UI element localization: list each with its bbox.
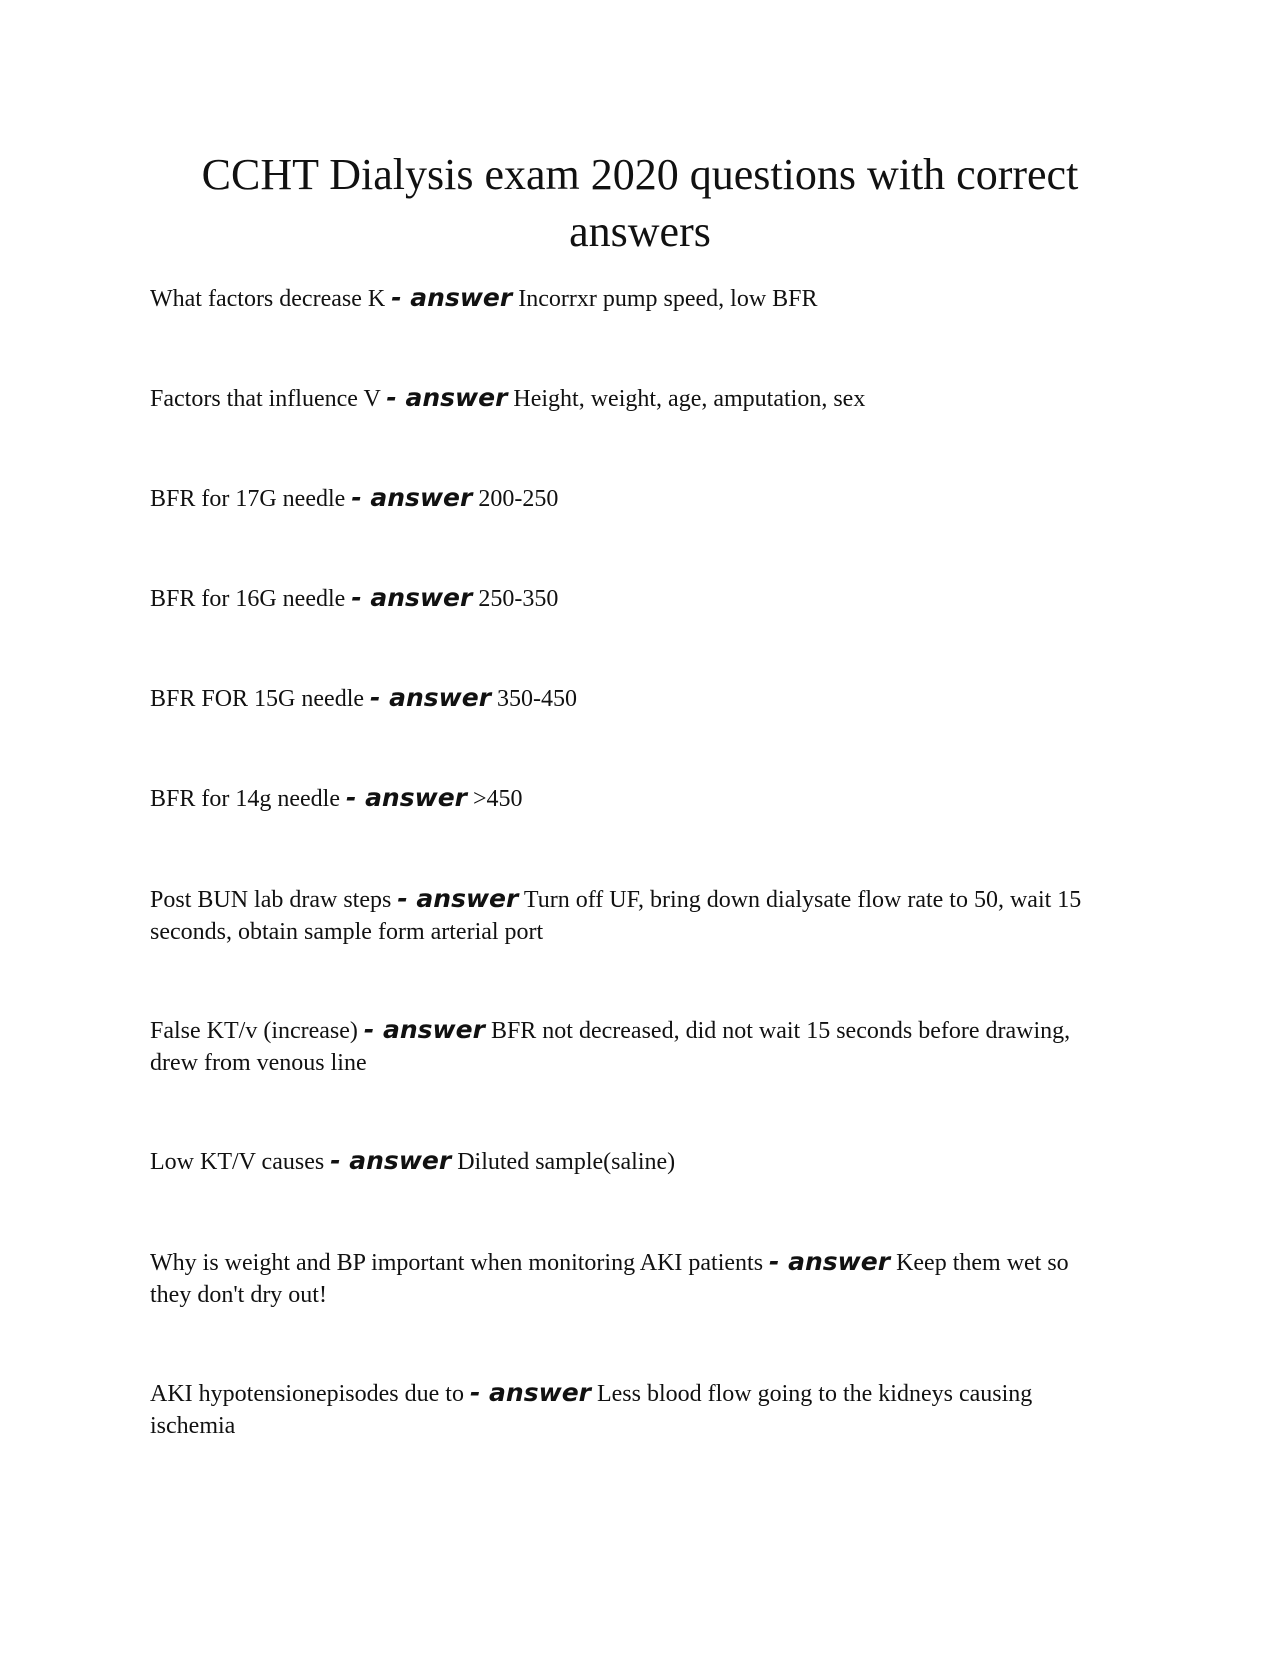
qa-item	[150, 1145, 1110, 1178]
qa-item	[150, 1246, 1110, 1311]
qa-item	[150, 282, 1110, 315]
answer-label: - answer	[469, 1378, 591, 1407]
answer-text: 200-250	[478, 486, 559, 512]
question-text: False KT/v (increase)	[150, 1018, 358, 1044]
answer-text: BFR not decreased, did not wait 15 seconds before drawing, drew from venous line	[150, 1018, 1071, 1076]
question-text: Why is weight and BP important when monitoring AKI patients	[150, 1250, 764, 1276]
qa-item	[150, 782, 1110, 815]
answer-text: Turn off UF, bring down dialysate flow rate to 50, wait 15 seconds, obtain sample form arterial port	[150, 887, 1082, 945]
qa-item	[150, 582, 1110, 615]
qa-item	[150, 1377, 1110, 1442]
question-text: What factors decrease K	[150, 286, 386, 312]
answer-label: - answer	[370, 683, 492, 712]
qa-item	[150, 382, 1110, 415]
answer-text: Keep them wet so they don't dry out!	[150, 1250, 1069, 1308]
answer-label: - answer	[397, 884, 519, 913]
answer-label: - answer	[351, 483, 473, 512]
answer-text: >450	[473, 786, 523, 812]
answer-text: Incorrxr pump speed, low BFR	[518, 286, 818, 312]
answer-label: - answer	[363, 1015, 485, 1044]
answer-text: Diluted sample(saline)	[457, 1149, 676, 1175]
qa-item	[150, 682, 1110, 715]
answer-text: 350-450	[497, 686, 578, 712]
question-text: BFR for 17G needle	[150, 486, 346, 512]
answer-text: 250-350	[478, 586, 559, 612]
question-text: BFR for 14g needle	[150, 786, 340, 812]
question-text: AKI hypotensionepisodes due to	[150, 1381, 464, 1407]
qa-item	[150, 1014, 1110, 1079]
answer-label: - answer	[769, 1247, 891, 1276]
answer-label: - answer	[330, 1146, 452, 1175]
question-text: Low KT/V causes	[150, 1149, 325, 1175]
answer-text: Height, weight, age, amputation, sex	[513, 386, 866, 412]
answer-label: - answer	[351, 583, 473, 612]
document-title: CCHT Dialysis exam 2020 questions with correct answers	[201, 150, 1079, 256]
question-text: BFR FOR 15G needle	[150, 686, 365, 712]
question-text: BFR for 16G needle	[150, 586, 346, 612]
answer-text: Less blood flow going to the kidneys causing ischemia	[150, 1381, 1033, 1439]
answer-label: - answer	[391, 283, 513, 312]
question-text: Post BUN lab draw steps	[150, 887, 392, 913]
answer-label: - answer	[386, 383, 508, 412]
qa-item	[150, 883, 1110, 948]
answer-label: - answer	[345, 783, 467, 812]
qa-item	[150, 482, 1110, 515]
question-text: Factors that influence V	[150, 386, 381, 412]
